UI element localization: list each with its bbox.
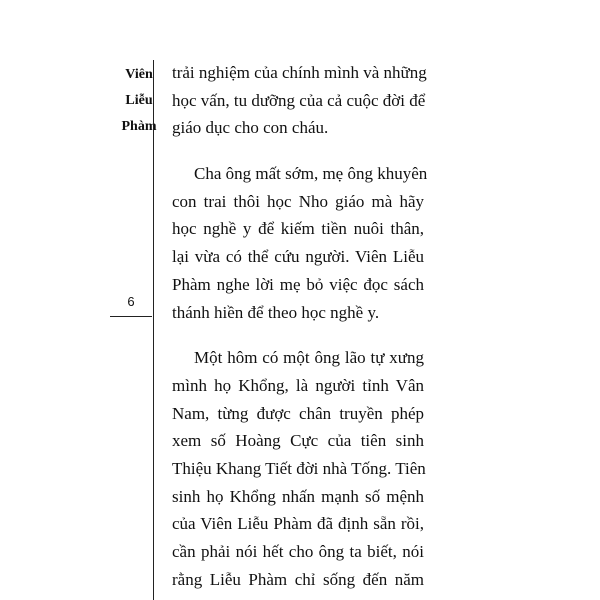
text-line: học nghề y để kiếm tiền nuôi thân, (172, 219, 424, 239)
page-number-rule (110, 316, 152, 317)
text-line: xem số Hoàng Cực của tiên sinh (172, 431, 424, 451)
running-header-word: Viên (125, 67, 153, 82)
text-line: Nam, từng được chân truyền phép (172, 403, 424, 423)
text-line: Một hôm có một ông lão tự xưng (194, 348, 424, 368)
paragraph-spacer (172, 142, 424, 160)
text-line: con trai thôi học Nho giáo mà hãy (172, 191, 424, 211)
text-line: mình họ Khổng, là người tỉnh Vân (172, 375, 424, 395)
running-header-word: Phàm (121, 119, 157, 134)
paragraph (172, 59, 427, 142)
paragraph-spacer (172, 326, 424, 344)
text-line: trải nghiệm của chính mình và những (172, 63, 427, 82)
page-number: 6 (127, 294, 135, 309)
text-line: Phàm nghe lời mẹ bỏ việc đọc sách (172, 274, 424, 294)
paragraph (172, 344, 424, 593)
text-line: sinh họ Khổng nhấn mạnh số mệnh (172, 486, 424, 506)
text-line: thánh hiền để theo học nghề y. (172, 302, 380, 322)
text-line: rằng Liễu Phàm chỉ sống đến năm (172, 569, 424, 589)
text-line: lại vừa có thể cứu người. Viên Liễu (172, 247, 424, 267)
text-line: cần phải nói hết cho ông ta biết, nói (172, 542, 424, 561)
running-header-word: Liễu (125, 93, 153, 108)
text-line: Cha ông mất sớm, mẹ ông khuyên (194, 164, 428, 184)
text-line: học vấn, tu dưỡng của cả cuộc đời để (172, 90, 426, 110)
text-line: của Viên Liễu Phàm đã định sẵn rồi, (172, 514, 424, 534)
body-text (172, 59, 428, 593)
text-line: giáo dục cho con cháu. (172, 118, 329, 138)
text-line: Thiệu Khang Tiết đời nhà Tống. Tiên (172, 458, 426, 478)
margin-divider-line (153, 60, 154, 600)
paragraph (172, 160, 428, 326)
